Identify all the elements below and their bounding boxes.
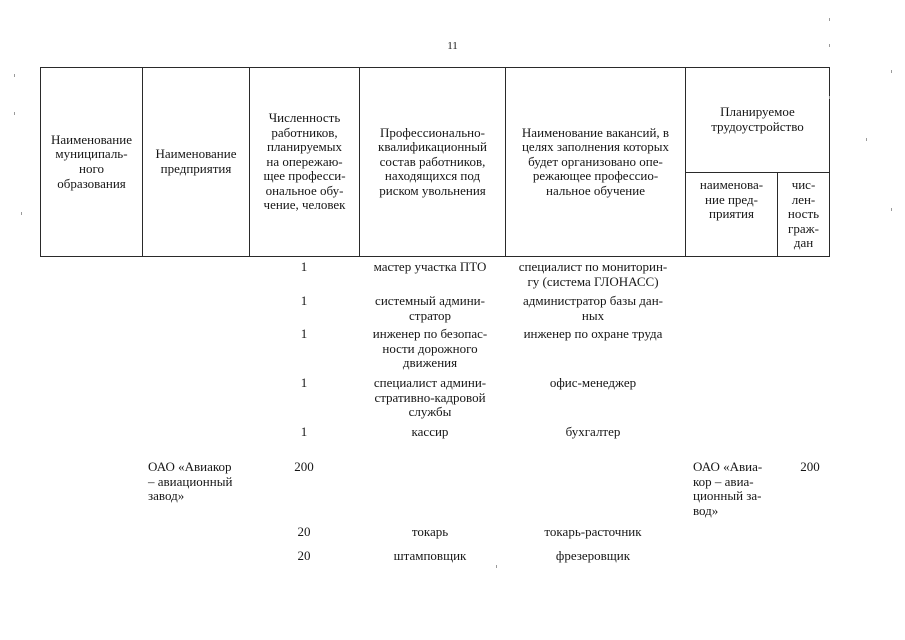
cell-vacancy: фрезеровщик: [555, 548, 631, 563]
cell-planned-count: 200: [800, 459, 820, 474]
cell-vacancy: администратор базы дан- ных: [523, 293, 663, 323]
cell-vacancy: специалист по мониторин- гу (система ГЛОНАСС): [518, 259, 668, 289]
cell-planned-enterprise: ОАО «Авиа- кор – авиа- ционный за- вод»: [693, 459, 763, 518]
cell-count: 1: [300, 326, 308, 341]
header-enterprise: Наименование предприятия: [143, 68, 250, 257]
cell-count: 200: [294, 459, 314, 474]
cell-qualification: специалист админи- стративно-кадровой службы: [373, 375, 487, 420]
cell-enterprise: ОАО «Авиакор – авиационный завод»: [148, 459, 233, 504]
scan-speck: [891, 70, 892, 73]
header-worker-count: Численность работников, планируемых на опережаю- щее професси- ональное обу- чение, человек: [250, 68, 360, 257]
cell-qualification: кассир: [411, 424, 449, 439]
cell-count: 1: [300, 424, 308, 439]
scan-speck: [14, 112, 15, 115]
header-planned-employment: Планируемое трудоустройство: [686, 68, 830, 173]
cell-vacancy: токарь-расточник: [544, 524, 642, 539]
page-number: 11: [447, 40, 458, 52]
table-header: [40, 67, 830, 257]
cell-vacancy: инженер по охране труда: [523, 326, 663, 341]
cell-qualification: мастер участка ПТО: [373, 259, 487, 274]
scan-speck: [21, 212, 22, 215]
scan-speck: [829, 44, 830, 47]
scan-speck: [829, 96, 830, 99]
scan-speck: [829, 18, 830, 21]
cell-vacancy: офис-менеджер: [549, 375, 637, 390]
header-vacancies: Наименование вакансий, в целях заполнения которых будет организовано опе- режающее профессио- нальное обучение: [506, 68, 686, 257]
scan-speck: [14, 74, 15, 77]
cell-qualification: инженер по безопас- ности дорожного движения: [372, 326, 488, 371]
header-qualification: Профессионально- квалификационный состав работников, находящихся под риском увольнения: [360, 68, 506, 257]
cell-qualification: штамповщик: [393, 548, 467, 563]
cell-count: 1: [300, 259, 308, 274]
scan-speck: [891, 208, 892, 211]
scan-speck: [866, 138, 867, 141]
cell-count: 1: [300, 293, 308, 308]
cell-qualification: системный админи- стратор: [375, 293, 485, 323]
header-planned-enterprise: наименова- ние пред- приятия: [686, 173, 778, 257]
cell-vacancy: бухгалтер: [565, 424, 621, 439]
header-planned-count: чис- лен- ность граж- дан: [778, 173, 830, 257]
cell-count: 1: [300, 375, 308, 390]
cell-qualification: токарь: [411, 524, 449, 539]
header-municipality: Наименование муниципаль- ного образования: [41, 68, 143, 257]
cell-count: 20: [297, 548, 311, 563]
cell-count: 20: [297, 524, 311, 539]
scan-speck: [496, 565, 497, 568]
